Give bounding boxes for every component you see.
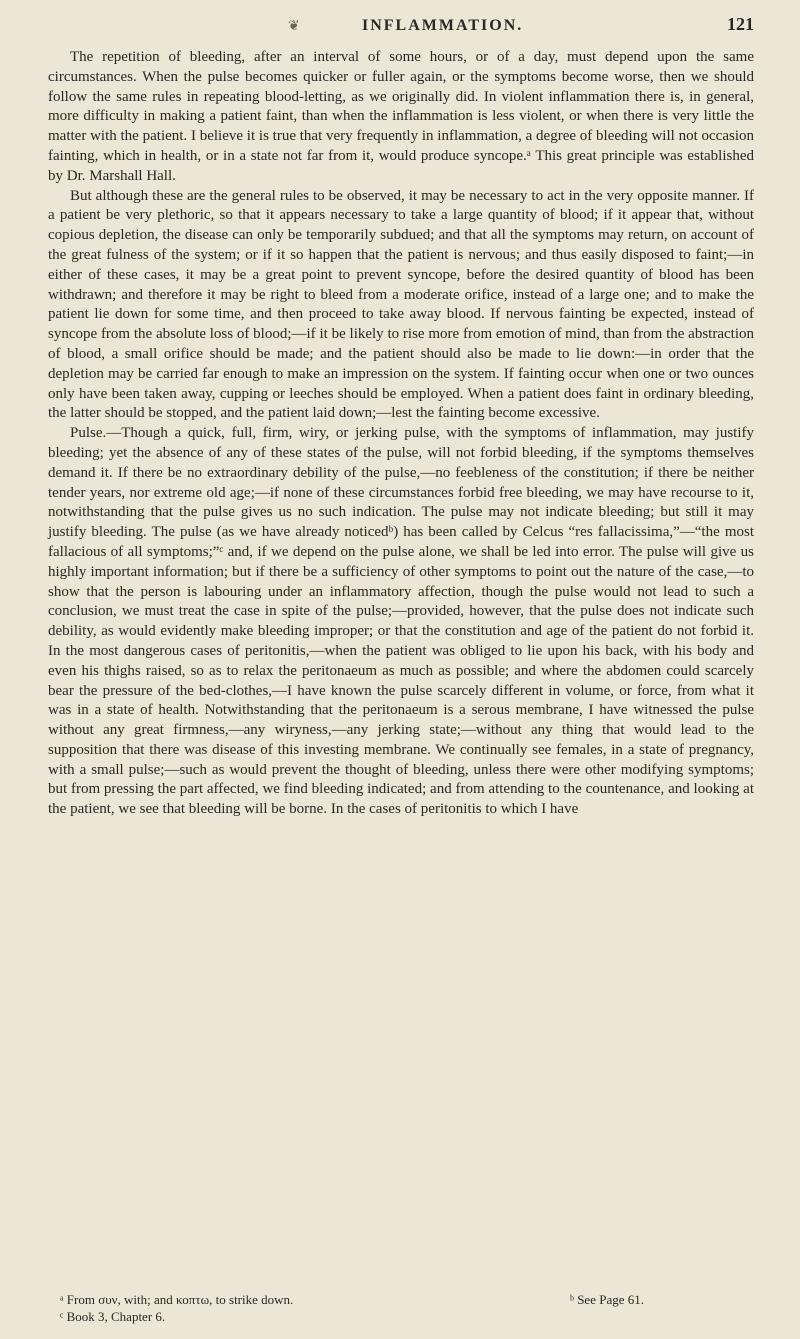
footnote-a: ᵃ From συν, with; and κοπτω, to strike down. (60, 1292, 294, 1307)
paragraph-repetition: The repetition of bleeding, after an interval of some hours, or of a day, must depend upon the same circumstances. When the pulse becomes quicker or fuller again, or the symptoms become worse, then we should follow the same rules in repeating blood-letting, as we originally did. In violent inflammation there is, in general, more difficulty in making a patient faint, than when the inflammation is less violent, or when there is very little the matter with the patient. I believe it is true that very frequently in inflammation, a degree of bleeding will not occasion fainting, which in health, or in a state not far from it, would produce syncope.ᵃ This great principle was established by Dr. Marshall Hall. (48, 49, 754, 184)
page-header (48, 14, 754, 44)
footnote-c: ᶜ Book 3, Chapter 6. (60, 1309, 166, 1324)
body-text (48, 48, 754, 820)
paragraph-opposite-manner: But although these are the general rules to be observed, it may be necessary to act in the very opposite manner. If a patient be very plethoric, so that it appears necessary to take a large quantity of blood; if it appear that, without copious depletion, the disease can only be temporarily subdued; and that all the symptoms may return, on account of the great fulness of the system; or if it so happen that the patient is nervous; and thus easily disposed to faint;—in either of these cases, it may be a great point to prevent syncope, before the desired quantity of blood has been withdrawn; and therefore it may be right to bleed from a moderate orifice, instead of a large one; and to make the patient lie down for some time, and then proceed to take away blood. If nervous fainting be expected, instead of syncope from the absolute loss of blood;—if it be likely to rise more from emotion of mind, than from the abstraction of blood, a small orifice should be made; and the patient should also be made to lie down:—in order that the depletion may be carried far enough to make an impression on the system. If fainting occur when one or two ounces only have been taken away, cupping or leeches should be employed. When a patient does faint in ordinary bleeding, the latter should be stopped, and the patient laid down;—lest the fainting become excessive. (48, 187, 754, 422)
printer-ornament-icon: ❦ (288, 19, 300, 34)
page-number: 121 (727, 14, 754, 34)
paragraph-pulse: Pulse.—Though a quick, full, firm, wiry, or jerking pulse, with the symptoms of inflammation, may justify bleeding; yet the absence of any of these states of the pulse, will not forbid bleeding, if the symptoms themselves demand it. If there be no extraordinary debility of the pulse,—no feebleness of the constitution; if there be neither tender years, nor extreme old age;—if none of these circumstances forbid free bleeding, we may have recourse to it, notwithstanding that the pulse gives us no such indication. The pulse may not indicate bleeding; but still it may justify bleeding. The pulse (as we have already noticedᵇ) has been called by Celcus “res fallacissima,”—“the most fallacious of all symptoms;”ᶜ and, if we depend on the pulse alone, we shall be led into error. The pulse will give us highly important information; but if there be a sufficiency of other symptoms to point out the nature of the case,—to show that the person is labouring under an inflammatory affection, though the pulse would not lead to such a conclusion, we must treat the case in spite of the pulse;—provided, however, that the pulse does not indicate such debility, as would evidently make bleeding improper; or that the constitution and age of the patient do not forbid it. In the most dangerous cases of peritonitis,—when the patient was obliged to lie upon his back, with his body and even his thighs raised, so as to relax the peritonaeum as much as possible; and where the abdomen could scarcely bear the pressure of the bed-clothes,—I have known the pulse scarcely different in volume, or force, from what it was in a state of health. Notwithstanding that the peritonaeum is a serous membrane, I have witnessed the pulse without any great firmness,—any wiryness,—any jerking state;—without any thing that would lead to the supposition that there was disease of this investing membrane. We continually see females, in a state of pregnancy, with a small pulse;—such as would prevent the thought of bleeding, unless there were other modifying symptoms; but from pressing the part affected, we find bleeding indicated; and from attending to the countenance, and looking at the patient, we see that bleeding will be borne. In the cases of peritonitis to which I have (48, 425, 754, 818)
running-title: INFLAMMATION. (362, 17, 524, 34)
footnotes (60, 1291, 754, 1325)
footnote-b: ᵇ See Page 61. (569, 1292, 644, 1307)
